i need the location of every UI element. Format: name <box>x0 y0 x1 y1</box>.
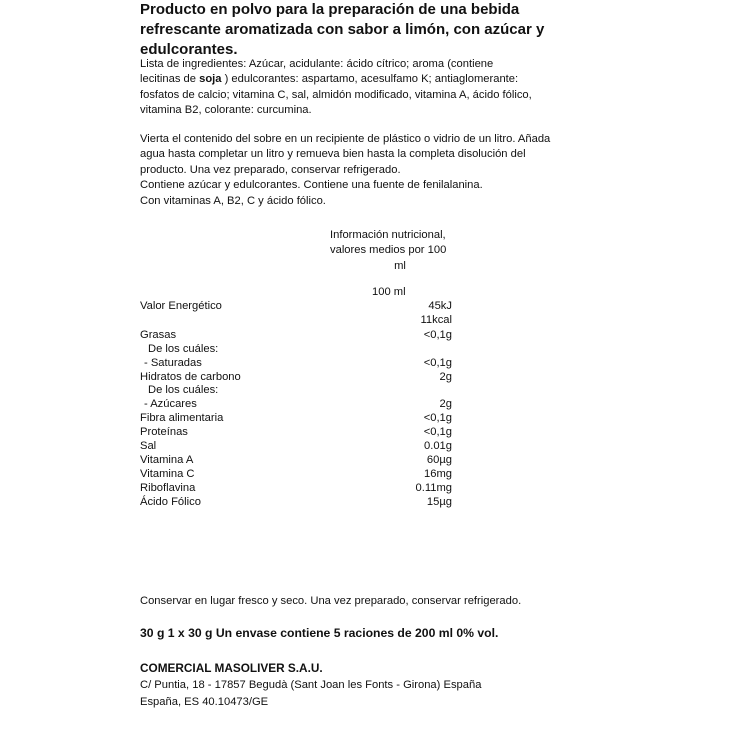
ingredients-line <box>140 72 590 87</box>
product-title <box>140 0 590 60</box>
company-address: C/ Puntia, 18 - 17857 Begudà (Sant Joan les Fonts - Girona) España <box>140 679 482 691</box>
company-registry: España, ES 40.10473/GE <box>140 696 269 708</box>
company-name: COMERCIAL MASOLIVER S.A.U. <box>140 661 323 675</box>
nutrition-row <box>140 412 470 426</box>
nutrition-row <box>140 343 470 357</box>
instructions-line: agua hasta completar un litro y remueva bien hasta la completa disolución del <box>140 148 526 161</box>
nutrition-row <box>140 426 470 440</box>
nutrition-row <box>140 357 470 371</box>
nutrient-label: Sal <box>140 440 157 452</box>
nutrition-row <box>140 454 470 468</box>
company-info <box>140 660 481 711</box>
instructions-line: Con vitaminas A, B2, C y ácido fólico. <box>140 194 326 207</box>
nutrient-label: Proteínas <box>140 426 188 438</box>
nutrient-label: De los cuáles: <box>148 384 219 396</box>
nutrient-label: Valor Energético <box>140 300 222 312</box>
nutrition-row <box>140 440 470 454</box>
ingredients-text: ) edulcorantes: aspartamo, acesulfamo K; antiaglomerante: <box>221 73 519 86</box>
nutrition-header-unit: ml <box>394 259 406 272</box>
nutrient-label: Riboflavina <box>140 482 196 494</box>
ingredients-line: Lista de ingredientes: Azúcar, acidulante: ácido cítrico; aroma (contiene <box>140 58 494 70</box>
nutrient-label: Vitamina A <box>140 454 194 466</box>
ingredients-line: vitamina B2, colorante: curcumina. <box>140 104 312 117</box>
nutrient-label: - Azúcares <box>144 398 197 410</box>
preparation-instructions <box>140 132 590 209</box>
nutrition-row <box>140 482 470 496</box>
nutrient-value: 15µg <box>426 496 452 508</box>
title-line: edulcorantes. <box>140 41 238 58</box>
nutrient-value: <0,1g <box>423 329 452 341</box>
nutrient-value: 16mg <box>424 468 452 480</box>
nutrient-label: - Saturadas <box>144 357 202 369</box>
nutrition-row <box>140 384 470 398</box>
nutrition-row <box>140 468 470 482</box>
nutrition-row <box>140 314 470 328</box>
ingredients-line: fosfatos de calcio; vitamina C, sal, almidón modificado, vitamina A, ácido fólico, <box>140 88 532 101</box>
nutrient-value: 60µg <box>426 454 452 466</box>
nutrition-row <box>140 371 470 385</box>
nutrition-header-line: valores medios por 100 <box>330 244 447 257</box>
ingredients-list <box>140 57 590 119</box>
nutrient-label: Grasas <box>140 329 177 341</box>
nutrient-value: <0,1g <box>423 357 452 369</box>
nutrition-row <box>140 398 470 412</box>
nutrition-row <box>140 329 470 343</box>
nutrient-value: 0.01g <box>424 440 452 452</box>
title-line: refrescante aromatizada con sabor a limón, con azúcar y <box>140 21 545 38</box>
storage-instructions: Conservar en lugar fresco y seco. Una vez preparado, conservar refrigerado. <box>140 595 522 607</box>
nutrient-value: 11kcal <box>420 314 452 326</box>
package-info: 30 g 1 x 30 g Un envase contiene 5 raciones de 200 ml 0% vol. <box>140 626 499 640</box>
nutrient-label: Hidratos de carbono <box>140 371 241 383</box>
instructions-line: Vierta el contenido del sobre en un recipiente de plástico o vidrio de un litro. Añada <box>140 133 551 145</box>
nutrient-value: 0.11mg <box>415 482 452 494</box>
nutrition-row <box>140 300 470 314</box>
nutrition-column-header: 100 ml <box>372 286 406 298</box>
nutrient-label: De los cuáles: <box>148 343 219 355</box>
nutrient-label: Ácido Fólico <box>140 496 201 508</box>
nutrient-label: Vitamina C <box>140 468 195 480</box>
instructions-line: Contiene azúcar y edulcorantes. Contiene una fuente de fenilalanina. <box>140 179 483 192</box>
instructions-line: producto. Una vez preparado, conservar refrigerado. <box>140 163 401 176</box>
nutrient-value: 2g <box>439 398 452 410</box>
nutrient-label: Fibra alimentaria <box>140 412 224 424</box>
nutrition-header <box>330 228 480 274</box>
title-line: Producto en polvo para la preparación de una bebida <box>140 1 520 18</box>
nutrition-row <box>140 496 470 510</box>
ingredients-text: lecitinas de <box>140 73 200 86</box>
allergen-soja: soja <box>199 73 222 86</box>
nutrient-value: <0,1g <box>423 412 452 424</box>
nutrient-value: 45kJ <box>428 300 452 312</box>
nutrient-value: <0,1g <box>423 426 452 438</box>
nutrient-value: 2g <box>439 371 452 383</box>
nutrition-header-line: Información nutricional, <box>330 229 446 241</box>
